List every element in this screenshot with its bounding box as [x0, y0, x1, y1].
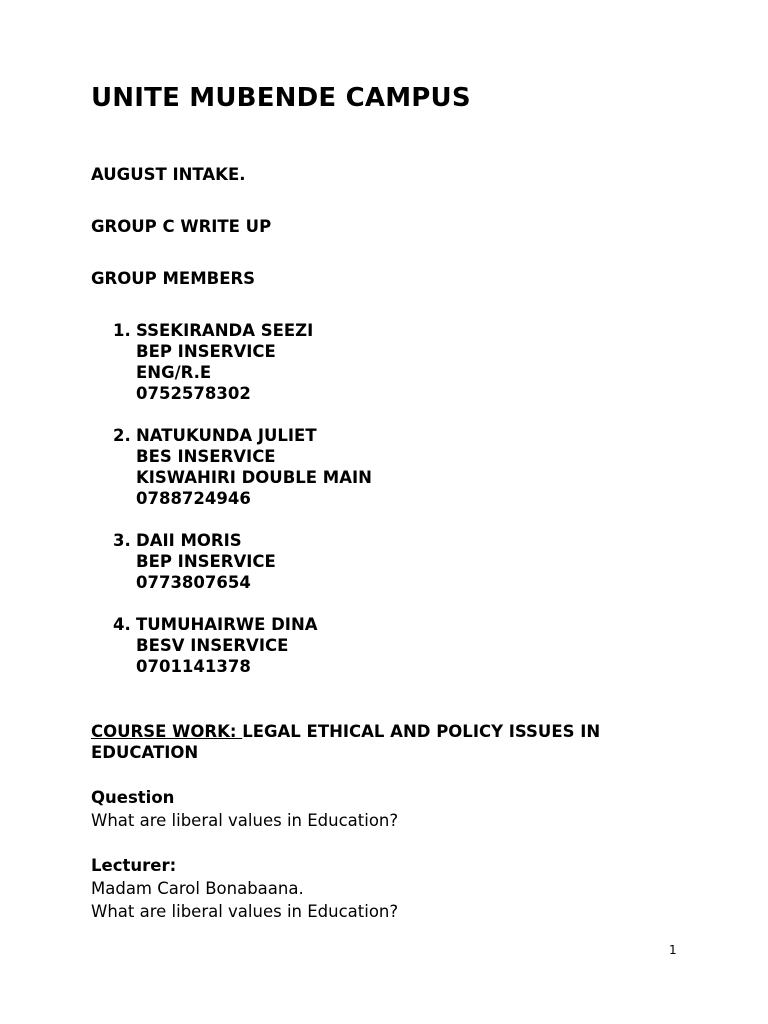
- member-number: 4.: [113, 615, 131, 634]
- member-list: [91, 320, 711, 698]
- member-details: [136, 320, 711, 404]
- member-program: BESV INSERVICE: [136, 636, 289, 655]
- lecturer-question: What are liberal values in Education?: [91, 902, 399, 921]
- member-item: [91, 530, 711, 593]
- page-number: 1: [669, 943, 677, 957]
- course-work-heading: [91, 721, 671, 763]
- intake-heading: AUGUST INTAKE.: [91, 165, 246, 184]
- member-item: [91, 320, 711, 404]
- question-text: What are liberal values in Education?: [91, 811, 399, 830]
- member-name: NATUKUNDA JULIET: [136, 426, 317, 445]
- member-phone: 0788724946: [136, 489, 251, 508]
- member-details: [136, 530, 711, 593]
- question-heading: Question: [91, 788, 175, 807]
- member-number: 1.: [113, 321, 131, 340]
- group-heading: GROUP C WRITE UP: [91, 217, 272, 236]
- lecturer-name: Madam Carol Bonabaana.: [91, 879, 304, 898]
- document-title: UNITE MUBENDE CAMPUS: [91, 83, 471, 113]
- member-phone: 0773807654: [136, 573, 251, 592]
- member-name: SSEKIRANDA SEEZI: [136, 321, 314, 340]
- lecturer-heading: Lecturer:: [91, 856, 177, 875]
- member-number: 2.: [113, 426, 131, 445]
- member-name: TUMUHAIRWE DINA: [136, 615, 318, 634]
- member-program: BES INSERVICE: [136, 447, 276, 466]
- member-phone: 0701141378: [136, 657, 251, 676]
- member-number: 3.: [113, 531, 131, 550]
- member-program: BEP INSERVICE: [136, 342, 276, 361]
- member-phone: 0752578302: [136, 384, 251, 403]
- course-work-title: LEGAL ETHICAL AND POLICY ISSUES IN EDUCATION: [91, 722, 601, 762]
- member-details: [136, 614, 711, 677]
- member-item: [91, 425, 711, 509]
- member-program: BEP INSERVICE: [136, 552, 276, 571]
- member-subject: ENG/R.E: [136, 363, 212, 382]
- member-subject: KISWAHIRI DOUBLE MAIN: [136, 468, 372, 487]
- member-name: DAII MORIS: [136, 531, 242, 550]
- member-details: [136, 425, 711, 509]
- members-heading: GROUP MEMBERS: [91, 269, 256, 288]
- member-item: [91, 614, 711, 677]
- course-work-label: COURSE WORK:: [91, 722, 243, 741]
